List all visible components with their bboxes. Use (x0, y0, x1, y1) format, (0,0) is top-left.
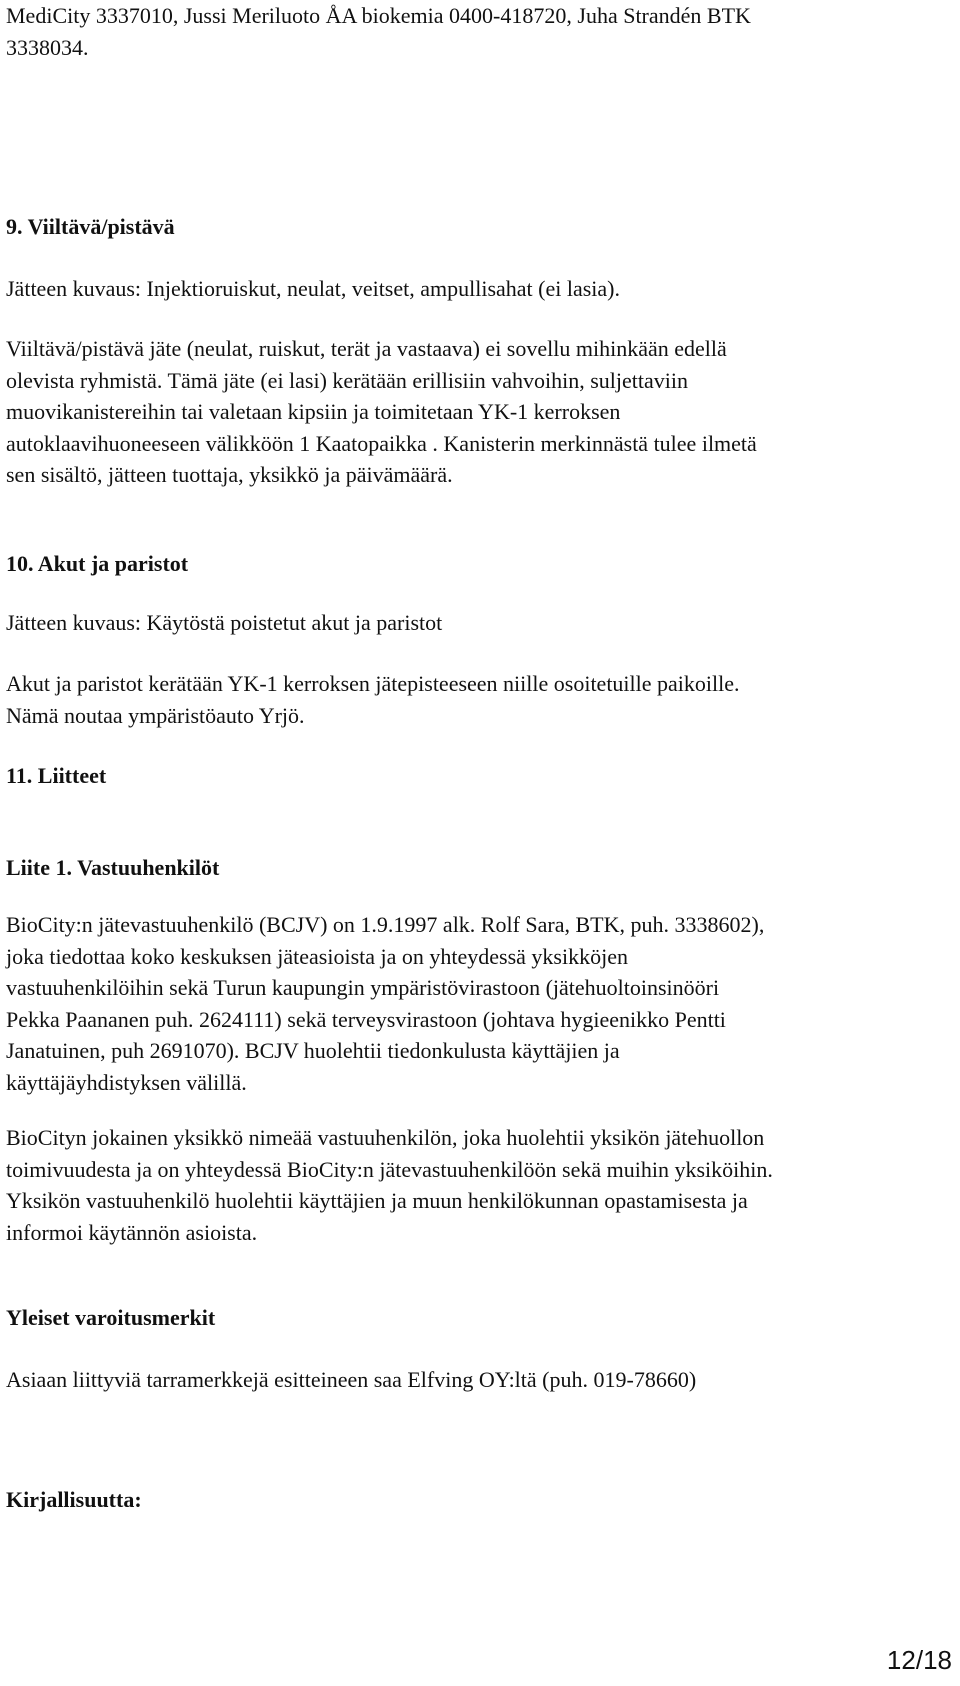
paragraph-line: Nämä noutaa ympäristöauto Yrjö. (6, 702, 305, 728)
paragraph-line: Janatuinen, puh 2691070). BCJV huolehtii tiedonkulusta käyttäjien ja (6, 1038, 620, 1063)
paragraph-line: käyttäjäyhdistyksen välillä. (6, 1069, 247, 1095)
paragraph-line: vastuuhenkilöihin sekä Turun kaupungin ympäristövirastoon (jätehuoltoinsinööri (6, 975, 720, 1000)
liite-1-heading: Liite 1. Vastuuhenkilöt (6, 855, 220, 880)
section-9-body (6, 333, 956, 491)
paragraph-line: BioCity:n jätevastuuhenkilö (BCJV) on 1.9.1997 alk. Rolf Sara, BTK, puh. 3338602), (6, 912, 765, 937)
header-line: MediCity 3337010, Jussi Meriluoto ÅA biokemia 0400-418720, Juha Strandén BTK (6, 3, 751, 28)
paragraph-line: autoklaavihuoneeseen välikköön 1 Kaatopaikka . Kanisterin merkinnästä tulee ilmetä (6, 430, 757, 456)
paragraph-line: Akut ja paristot kerätään YK-1 kerroksen jätepisteeseen niille osoitetuille paikoille. (6, 671, 740, 696)
paragraph-line: BioCityn jokainen yksikkö nimeää vastuuhenkilön, joka huolehtii yksikön jätehuollon (6, 1125, 765, 1150)
liite-1-paragraph-1 (6, 909, 956, 1098)
paragraph-line: Pekka Paananen puh. 2624111) sekä terveysvirastoon (johtava hygieenikko Pentti (6, 1006, 726, 1032)
section-10-body (6, 668, 956, 731)
paragraph-line: muovikanistereihin tai valetaan kipsiin ja toimitetaan YK-1 kerroksen (6, 399, 621, 424)
section-9-heading: 9. Viiltävä/pistävä (6, 214, 175, 239)
section-10-heading: 10. Akut ja paristot (6, 551, 189, 576)
paragraph-line: toimivuudesta ja on yhteydessä BioCity:n jätevastuuhenkilöön sekä muihin yksiköihin. (6, 1156, 773, 1182)
page-header (6, 0, 956, 64)
section-9-description: Jätteen kuvaus: Injektioruiskut, neulat, veitset, ampullisahat (ei lasia). (6, 276, 621, 301)
paragraph-line: Yksikön vastuuhenkilö huolehtii käyttäjien ja muun henkilökunnan opastamisesta ja (6, 1188, 748, 1213)
header-line: 3338034. (6, 35, 89, 60)
paragraph-line: olevista ryhmistä. Tämä jäte (ei lasi) kerätään erillisiin vahvoihin, suljettaviin (6, 367, 689, 393)
warnings-text: Asiaan liittyviä tarramerkkejä esitteineen saa Elfving OY:ltä (puh. 019-78660) (6, 1367, 697, 1392)
liite-1-paragraph-2 (6, 1122, 956, 1248)
paragraph-line: Viiltävä/pistävä jäte (neulat, ruiskut, terät ja vastaava) ei sovellu mihinkään edellä (6, 336, 727, 361)
warnings-heading: Yleiset varoitusmerkit (6, 1305, 216, 1330)
section-11-heading: 11. Liitteet (6, 763, 107, 788)
paragraph-line: joka tiedottaa koko keskuksen jäteasioista ja on yhteydessä yksikköjen (6, 943, 628, 969)
paragraph-line: informoi käytännön asioista. (6, 1219, 258, 1245)
page-number: 12/18 (886, 1645, 952, 1675)
paragraph-line: sen sisältö, jätteen tuottaja, yksikkö ja päivämäärä. (6, 462, 453, 487)
literature-heading: Kirjallisuutta: (6, 1487, 142, 1512)
section-10-description: Jätteen kuvaus: Käytöstä poistetut akut ja paristot (6, 610, 443, 635)
